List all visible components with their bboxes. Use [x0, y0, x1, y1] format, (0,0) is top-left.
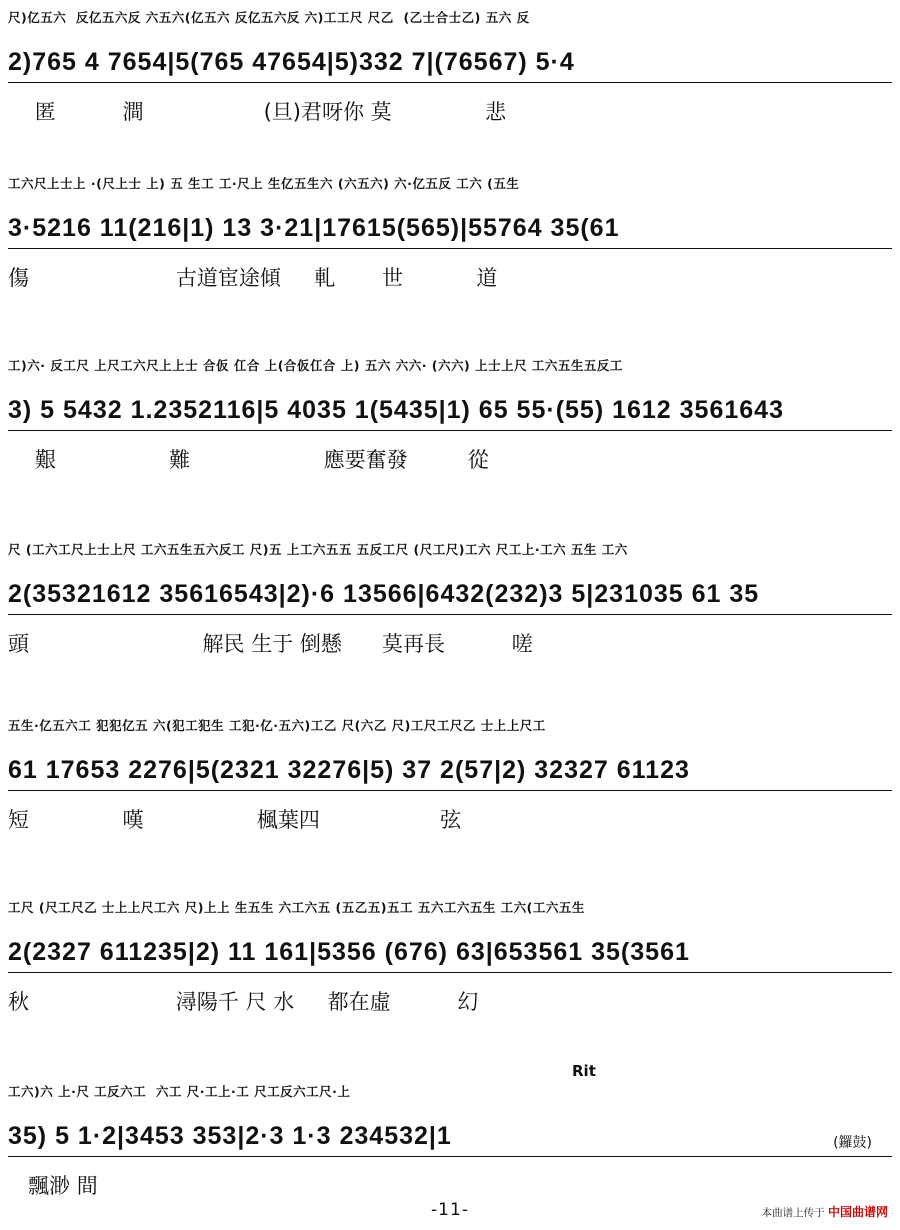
- lyrics-line: 頭 解民 生于 倒懸 莫再長 嗟: [8, 632, 533, 656]
- underline: [8, 614, 892, 615]
- watermark: [762, 1203, 888, 1220]
- score-system-2: [0, 172, 900, 322]
- score-system-4: [0, 538, 900, 688]
- gongche-notation-line: 五生·亿五六工 犯犯亿五 六(犯工犯生 工犯·亿·五六)工乙 尺(六乙 尺)工尺工尺乙 士上上尺工: [8, 718, 546, 733]
- jianpu-notes-line: 35) 5 1·2|3453 353|2·3 1·3 234532|1: [8, 1122, 452, 1150]
- ending-annotation: (鑼鼓): [833, 1135, 872, 1151]
- lyrics-line: 飄渺 間: [8, 1174, 98, 1198]
- score-system-5: [0, 714, 900, 864]
- score-system-6: [0, 896, 900, 1046]
- watermark-prefix: 本曲谱上传于: [761, 1207, 825, 1219]
- jianpu-notes-line: 61 17653 2276|5(2321 32276|5) 37 2(57|2) 32327 61123: [8, 756, 690, 784]
- jianpu-notes-line: 3) 5 5432 1.2352116|5 4035 1(5435|1) 65 55·(55) 1612 3561643: [8, 396, 784, 424]
- underline: [8, 248, 892, 249]
- gongche-notation-line: 尺)亿五六 反亿五六反 六五六(亿五六 反亿五六反 六)工工尺 尺乙 (乙士合士乙) 五六 反: [8, 10, 530, 25]
- gongche-notation-line: 工六尺上士上 ·(尺上士 上) 五 生工 工·尺上 生亿五生六 (六五六) 六·亿五反 工六 (五生: [8, 176, 520, 191]
- underline: [8, 972, 892, 973]
- gongche-notation-line: 工尺 (尺工尺乙 士上上尺工六 尺)上上 生五生 六工六五 (五乙五)五工 五六工六五生 工六(工六五生: [8, 900, 585, 915]
- lyrics-line: 艱 難 應要奮發 從: [8, 448, 489, 472]
- score-system-1: [0, 6, 900, 156]
- lyrics-line: 短 嘆 楓葉四 弦: [8, 808, 462, 832]
- lyrics-line: 傷 古道宦途傾 軋 世 道: [8, 266, 498, 290]
- lyrics-line: 匿 澗 (旦)君呀你 莫 悲: [8, 100, 507, 124]
- jianpu-notes-line: 2)765 4 7654|5(765 47654|5)332 7|(76567) 5·4: [8, 48, 575, 76]
- gongche-notation-line: 工六)六 上·尺 工反六工 六工 尺·工上·工 尺工反六工尺·上: [8, 1084, 351, 1099]
- underline: [8, 790, 892, 791]
- page-number: -11-: [431, 1200, 469, 1220]
- ritardando-marking: Rit: [572, 1062, 596, 1080]
- jianpu-notes-line: 3·5216 11(216|1) 13 3·21|17615(565)|55764 35(61: [8, 214, 620, 242]
- lyrics-line: 秋 潯陽千 尺 水 都在虛 幻: [8, 990, 479, 1014]
- gongche-notation-line: 尺 (工六工尺上士上尺 工六五生五六反工 尺)五 上工六五五 五反工尺 (尺工尺)工六 尺工上·工六 五生 工六: [8, 542, 628, 557]
- underline: [8, 430, 892, 431]
- gongche-notation-line: 工)六· 反工尺 上尺工六尺上上士 合仮 仜合 上(合仮仜合 上) 五六 六六· (六六) 上士上尺 工六五生五反工: [8, 358, 623, 373]
- watermark-brand: 中国曲谱网: [827, 1205, 888, 1219]
- jianpu-notes-line: 2(2327 611235|2) 11 161|5356 (676) 63|653561 35(3561: [8, 938, 690, 966]
- score-system-3: [0, 354, 900, 504]
- underline: [8, 82, 892, 83]
- jianpu-notes-line: 2(35321612 35616543|2)·6 13566|6432(232)3 5|231035 61 35: [8, 580, 760, 608]
- underline: [8, 1156, 892, 1157]
